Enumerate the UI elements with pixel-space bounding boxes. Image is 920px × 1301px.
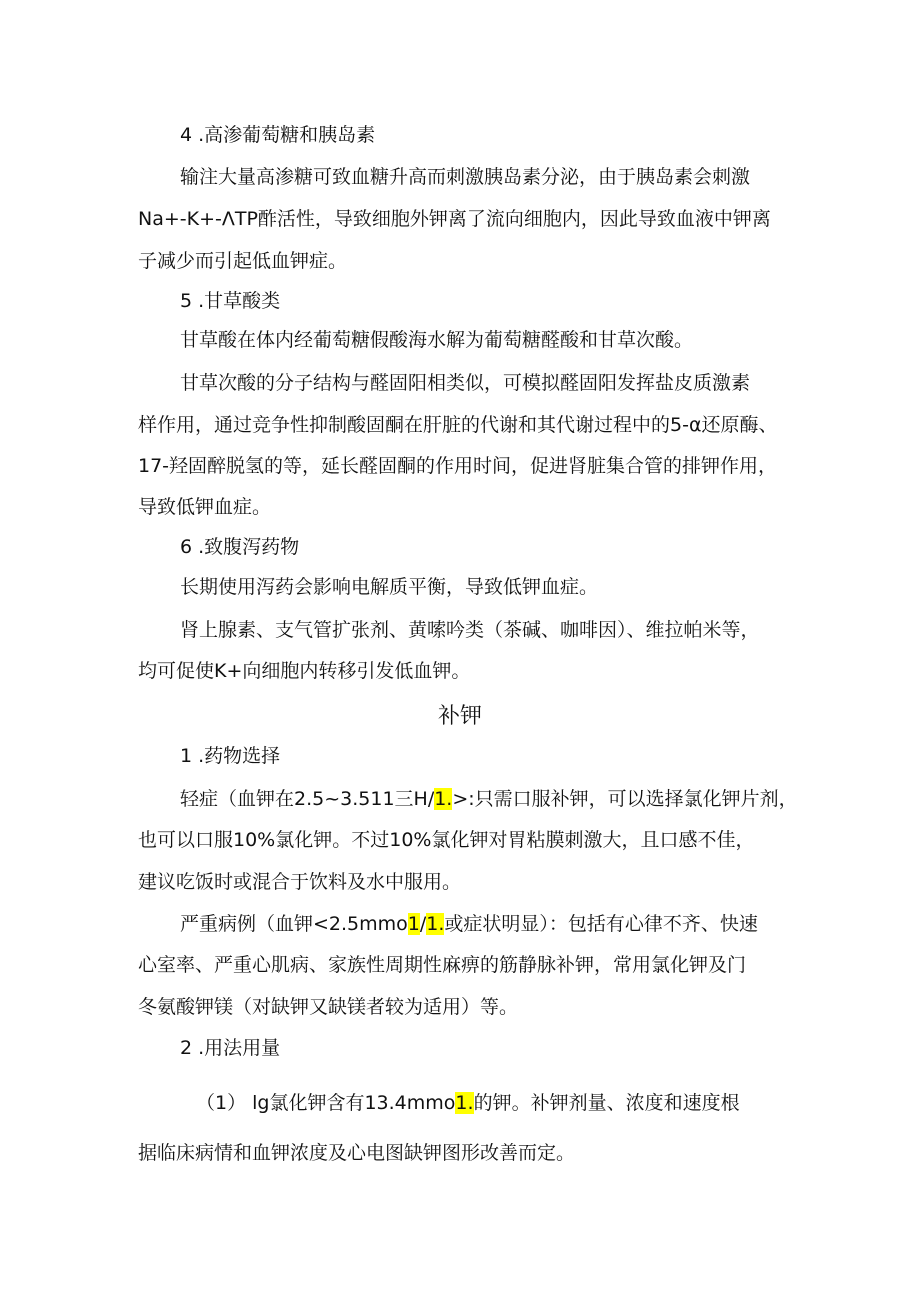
paragraph-line	[180, 786, 830, 812]
paragraph-line: 样作用，通过竞争性抑制酸固酮在肝脏的代谢和其代谢过程中的5-α还原酶、	[138, 414, 778, 436]
text-run: 的钾。补钾剂量、浓度和速度根	[473, 1092, 740, 1114]
paragraph-line: 甘草酸在体内经葡萄糖假酸海水解为葡萄糖醛酸和甘草次酸。	[180, 329, 694, 351]
paragraph-line	[196, 1090, 846, 1116]
paragraph-line: 建议吃饭时或混合于饮料及水中服用。	[138, 871, 462, 893]
text-run: 严重病例（血钾<2.5mmo	[180, 913, 408, 935]
highlighted-text: 1.	[455, 1092, 474, 1114]
paragraph-line: 心室率、严重心肌病、家族性周期性麻痹的筋静脉补钾，常用氯化钾及门	[138, 954, 747, 976]
section-6-heading: 6 .致腹泻药物	[180, 536, 300, 558]
paragraph-line: 导致低钾血症。	[138, 496, 272, 518]
text-run: （1） lg氯化钾含有13.4mmo	[196, 1092, 456, 1114]
paragraph-line: 肾上腺素、支气管扩张剂、黄嗦吟类（茶碱、咖啡因）、维拉帕米等，	[180, 619, 760, 641]
paragraph-line	[180, 911, 830, 937]
highlighted-text: 1.	[434, 788, 453, 810]
subsection-1-heading: 1 .药物选择	[180, 745, 281, 767]
text-run: 轻症（血钾在2.5~3.511三H/	[180, 788, 435, 810]
highlighted-text: 1	[407, 913, 420, 935]
paragraph-line: 均可促使K+向细胞内转移引发低血钾。	[138, 660, 471, 682]
paragraph-line: 冬氨酸钾镁（对缺钾又缺镁者较为适用）等。	[138, 996, 519, 1018]
paragraph-line: 17-羟固醉脱氢的等，延长醛固酮的作用时间，促进肾脏集合管的排钾作用，	[138, 455, 778, 477]
section-5-heading: 5 .甘草酸类	[180, 290, 281, 312]
text-run: /	[419, 913, 427, 935]
section-4-heading: 4 .高渗葡萄糖和胰岛素	[180, 124, 376, 146]
paragraph-line: 子减少而引起低血钾症。	[138, 250, 348, 272]
paragraph-line: 甘草次酸的分子结构与醛固阳相类似，可模拟醛固阳发挥盐皮质激素	[180, 372, 751, 394]
subsection-2-heading: 2 .用法用量	[180, 1037, 281, 1059]
paragraph-line: Na+-K+-ΛTP酢活性，导致细胞外钾离了流向细胞内，因此导致血液中钾离	[138, 208, 771, 230]
section-title: 补钾	[437, 704, 482, 729]
text-run: 或症状明显）：包括有心律不齐、快速	[444, 913, 758, 935]
paragraph-line: 也可以口服10%氯化钾。不过10%氯化钾对胃粘膜刺激大，且口感不佳，	[138, 829, 755, 851]
paragraph-line: 输注大量高渗糖可致血糖升高而刺激胰岛素分泌，由于胰岛素会刺激	[180, 166, 751, 188]
highlighted-text: 1.	[426, 913, 445, 935]
paragraph-line: 长期使用泻药会影响电解质平衡，导致低钾血症。	[180, 576, 599, 598]
text-run: >:只需口服补钾，可以选择氯化钾片剂，	[452, 788, 798, 810]
paragraph-line: 据临床病情和血钾浓度及心电图缺钾图形改善而定。	[138, 1142, 576, 1164]
